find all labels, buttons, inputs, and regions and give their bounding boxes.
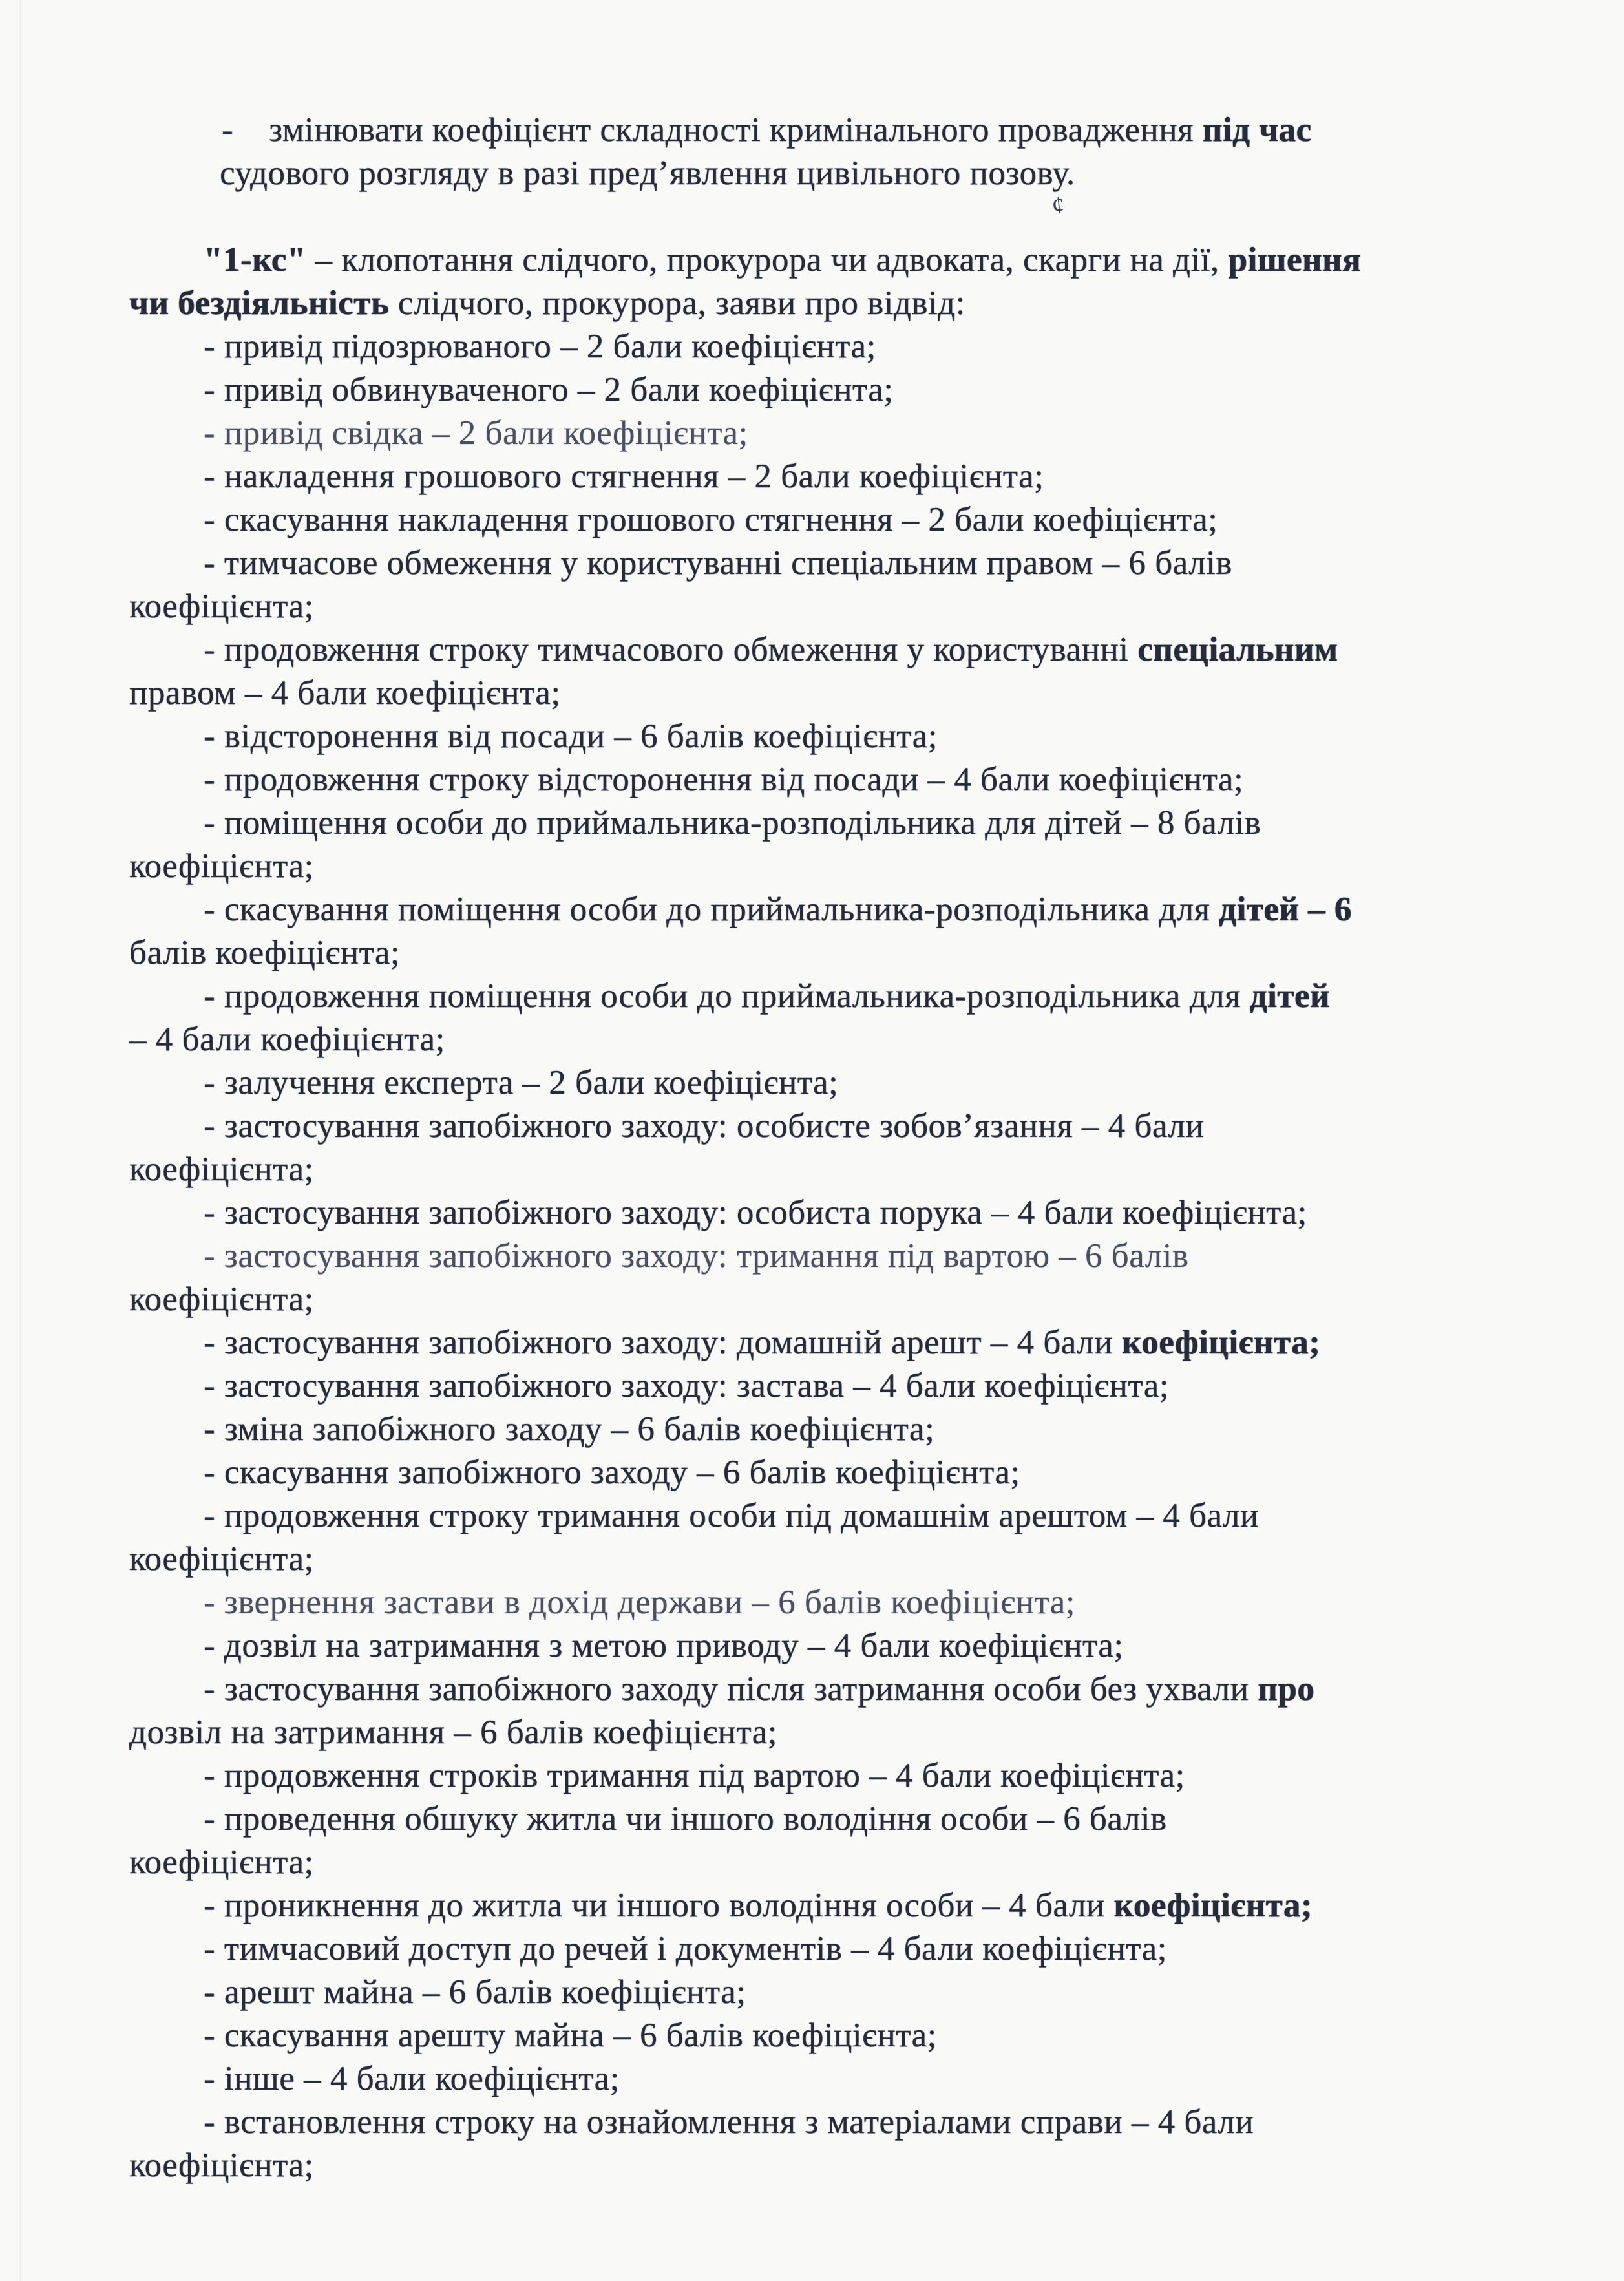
text-segment: - відсторонення від посади – 6 балів коефіцієнта;	[204, 717, 938, 755]
emphasized-text-segment: чи бездіяльність	[129, 284, 390, 322]
text-segment: - продовження строку відсторонення від посади – 4 бали коефіцієнта;	[204, 761, 1244, 798]
document-line	[129, 2014, 1538, 2057]
document-line	[129, 1364, 1538, 1408]
document-line	[129, 1278, 1538, 1321]
document-line	[129, 1884, 1538, 1927]
emphasized-text-segment: дітей – 6	[1219, 891, 1352, 928]
text-segment: - привід свідка – 2 бали коефіцієнта;	[204, 414, 748, 452]
document-line	[129, 498, 1538, 542]
document-line	[129, 975, 1538, 1018]
document-line	[129, 1841, 1538, 1884]
document-line	[129, 1148, 1538, 1191]
document-line	[129, 1061, 1538, 1105]
text-segment: - зміна запобіжного заходу – 6 балів коефіцієнта;	[204, 1410, 935, 1448]
document-line	[129, 1668, 1538, 1711]
text-segment: - скасування запобіжного заходу – 6 балів коефіцієнта;	[204, 1454, 1020, 1491]
document-line	[129, 585, 1538, 628]
document-text-block	[129, 109, 1538, 2187]
text-segment: дозвіл на затримання – 6 балів коефіцієнта;	[129, 1713, 777, 1751]
text-segment: - накладення грошового стягнення – 2 бали коефіцієнта;	[204, 458, 1044, 495]
text-segment: коефіцієнта;	[129, 1843, 314, 1881]
text-segment: - застосування запобіжного заходу: особисте зобов’язання – 4 бали	[204, 1107, 1205, 1145]
blank-line	[129, 195, 1538, 239]
document-line	[129, 1711, 1538, 1754]
document-line	[129, 1624, 1538, 1668]
document-line	[129, 1321, 1538, 1364]
document-line	[129, 1191, 1538, 1235]
stray-ink-mark: ¢	[1050, 191, 1066, 220]
document-line	[129, 1235, 1538, 1278]
text-segment: - проведення обшуку житла чи іншого володіння особи – 6 балів	[204, 1800, 1167, 1838]
document-line	[129, 628, 1538, 672]
document-line	[129, 412, 1538, 455]
text-segment: коефіцієнта;	[129, 588, 314, 625]
document-line	[129, 455, 1538, 498]
document-line	[129, 1451, 1538, 1494]
emphasized-text-segment: рішення	[1228, 241, 1362, 279]
text-segment: - застосування запобіжного заходу: домашній арешт – 4 бали	[204, 1324, 1122, 1361]
document-line	[129, 1494, 1538, 1538]
document-line	[129, 1018, 1538, 1061]
document-line	[129, 542, 1538, 585]
text-segment: правом – 4 бали коефіцієнта;	[129, 674, 561, 712]
document-line	[129, 2144, 1538, 2187]
emphasized-text-segment: спеціальним	[1137, 631, 1338, 668]
document-line	[129, 801, 1538, 845]
document-line	[129, 715, 1538, 758]
text-segment: - скасування поміщення особи до приймальника-розподільника для	[204, 891, 1219, 928]
document-line	[129, 2057, 1538, 2101]
document-line	[129, 368, 1538, 412]
text-segment: - встановлення строку на ознайомлення з матеріалами справи – 4 бали	[204, 2103, 1254, 2141]
emphasized-text-segment: дітей	[1249, 977, 1330, 1015]
text-segment: - застосування запобіжного заходу: застава – 4 бали коефіцієнта;	[204, 1367, 1169, 1405]
text-segment: - продовження строку тримання особи під домашнім арештом – 4 бали	[204, 1497, 1259, 1534]
text-segment: - звернення застави в дохід держави – 6 балів коефіцієнта;	[204, 1584, 1076, 1621]
text-segment: - застосування запобіжного заходу після затримання особи без ухвали	[204, 1670, 1258, 1708]
document-line	[129, 931, 1538, 975]
document-line	[129, 282, 1538, 325]
document-line	[129, 1798, 1538, 1841]
text-segment: - застосування запобіжного заходу: особиста порука – 4 бали коефіцієнта;	[204, 1194, 1307, 1231]
text-segment: - привід обвинуваченого – 2 бали коефіцієнта;	[204, 371, 894, 408]
text-segment: коефіцієнта;	[129, 847, 314, 885]
document-line	[129, 845, 1538, 888]
text-segment: - арешт майна – 6 балів коефіцієнта;	[204, 1973, 746, 2011]
text-segment: - проникнення до житла чи іншого володіння особи – 4 бали	[204, 1887, 1114, 1924]
text-segment: – клопотання слідчого, прокурора чи адвоката, скарги на дії,	[306, 241, 1229, 279]
text-segment: слідчого, прокурора, заяви про відвід:	[389, 284, 965, 322]
document-line	[129, 758, 1538, 801]
document-line	[129, 1538, 1538, 1581]
text-segment: - дозвіл на затримання з метою приводу – 4 бали коефіцієнта;	[204, 1627, 1124, 1664]
text-segment: - застосування запобіжного заходу: тримання під вартою – 6 балів	[204, 1237, 1189, 1275]
text-segment: - змінювати коефіцієнт складності кримінального провадження	[222, 111, 1203, 149]
emphasized-text-segment: про	[1258, 1670, 1315, 1708]
emphasized-text-segment: коефіцієнта;	[1121, 1324, 1321, 1361]
text-segment: коефіцієнта;	[129, 2147, 314, 2184]
text-segment: - скасування арешту майна – 6 балів коефіцієнта;	[204, 2017, 937, 2054]
text-segment: - поміщення особи до приймальника-розподільника для дітей – 8 балів	[204, 804, 1261, 842]
text-segment: судового розгляду в разі пред’явлення цивільного позову.	[220, 154, 1075, 192]
text-segment: - залучення експерта – 2 бали коефіцієнта;	[204, 1064, 839, 1101]
text-segment: - тимчасове обмеження у користуванні спеціальним правом – 6 балів	[204, 544, 1232, 582]
text-segment: – 4 бали коефіцієнта;	[129, 1021, 445, 1058]
text-segment: коефіцієнта;	[129, 1151, 314, 1188]
text-segment: балів коефіцієнта;	[129, 934, 401, 971]
text-segment: - продовження строків тримання під вартою – 4 бали коефіцієнта;	[204, 1757, 1185, 1794]
document-line	[129, 152, 1538, 195]
emphasized-text-segment: коефіцієнта;	[1113, 1887, 1313, 1924]
scan-seam-line	[19, 0, 21, 2281]
text-segment: - скасування накладення грошового стягнення – 2 бали коефіцієнта;	[204, 501, 1218, 538]
text-segment: - продовження поміщення особи до приймальника-розподільника для	[204, 977, 1250, 1015]
document-line	[129, 239, 1538, 282]
document-line	[129, 1927, 1538, 1971]
text-segment: коефіцієнта;	[129, 1280, 314, 1318]
document-line	[129, 1754, 1538, 1798]
emphasized-text-segment: "1-кс"	[204, 241, 306, 279]
text-segment: - продовження строку тимчасового обмеження у користуванні	[204, 631, 1138, 668]
text-segment: коефіцієнта;	[129, 1540, 314, 1578]
document-line	[129, 1105, 1538, 1148]
document-line	[129, 888, 1538, 931]
document-line	[129, 1971, 1538, 2014]
document-line	[129, 672, 1538, 715]
document-line	[129, 325, 1538, 368]
emphasized-text-segment: під час	[1202, 111, 1312, 149]
text-segment: - тимчасовий доступ до речей і документів – 4 бали коефіцієнта;	[204, 1930, 1167, 1968]
document-line	[129, 1581, 1538, 1624]
text-segment: - інше – 4 бали коефіцієнта;	[204, 2060, 620, 2097]
document-line	[129, 109, 1538, 152]
document-line	[129, 2101, 1538, 2144]
document-line	[129, 1408, 1538, 1451]
text-segment: - привід підозрюваного – 2 бали коефіцієнта;	[204, 328, 876, 365]
